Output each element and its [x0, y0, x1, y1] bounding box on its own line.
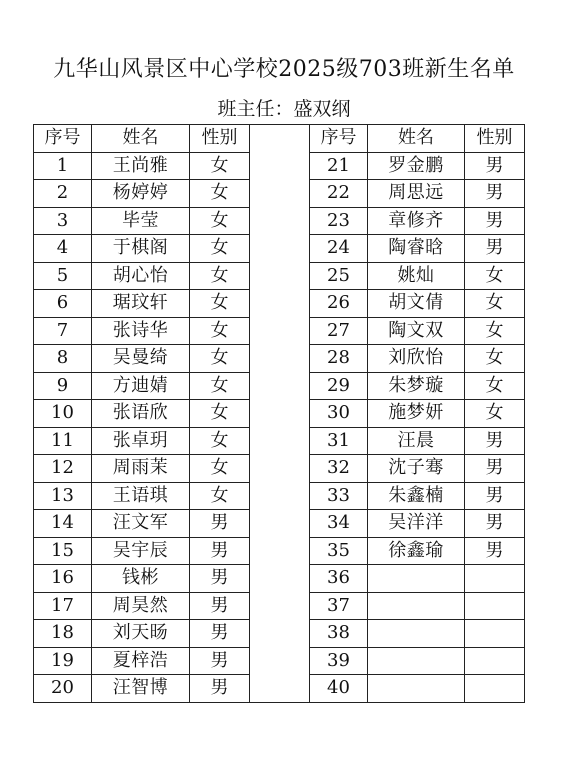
- name-cell: 沈子骞: [368, 455, 465, 483]
- header-name-left: 姓名: [92, 125, 190, 153]
- gender-cell: 女: [190, 455, 250, 483]
- seq-cell: 10: [34, 400, 92, 428]
- name-cell: 朱鑫楠: [368, 482, 465, 510]
- name-cell: 罗金鹏: [368, 152, 465, 180]
- seq-cell: 18: [34, 620, 92, 648]
- name-cell: [368, 565, 465, 593]
- name-cell: 周雨茉: [92, 455, 190, 483]
- seq-cell: 26: [310, 290, 368, 318]
- seq-cell: 17: [34, 592, 92, 620]
- name-cell: 汪智博: [92, 675, 190, 703]
- name-cell: 杨婷婷: [92, 180, 190, 208]
- name-cell: 方迪婧: [92, 372, 190, 400]
- head-teacher: 班主任：盛双纲: [217, 98, 351, 120]
- column-gap: [250, 592, 310, 620]
- name-cell: 于棋阁: [92, 235, 190, 263]
- gender-cell: 男: [465, 510, 525, 538]
- gender-cell: 女: [465, 372, 525, 400]
- seq-cell: 22: [310, 180, 368, 208]
- seq-cell: 14: [34, 510, 92, 538]
- seq-cell: 4: [34, 235, 92, 263]
- gender-cell: 女: [465, 317, 525, 345]
- name-cell: 姚灿: [368, 262, 465, 290]
- column-gap: [250, 455, 310, 483]
- gender-cell: 女: [190, 482, 250, 510]
- name-cell: 周思远: [368, 180, 465, 208]
- column-gap: [250, 400, 310, 428]
- gender-cell: 男: [190, 592, 250, 620]
- seq-cell: 11: [34, 427, 92, 455]
- column-gap: [250, 345, 310, 373]
- table-row: [34, 400, 525, 428]
- name-cell: 琚玟轩: [92, 290, 190, 318]
- header-gender-left: 性别: [190, 125, 250, 153]
- gender-cell: 男: [190, 620, 250, 648]
- seq-cell: 2: [34, 180, 92, 208]
- name-cell: 胡文倩: [368, 290, 465, 318]
- name-cell: 张语欣: [92, 400, 190, 428]
- column-gap: [250, 152, 310, 180]
- name-cell: 徐鑫瑜: [368, 537, 465, 565]
- name-cell: [368, 647, 465, 675]
- gender-cell: 女: [190, 262, 250, 290]
- table-row: [34, 235, 525, 263]
- seq-cell: 16: [34, 565, 92, 593]
- seq-cell: 33: [310, 482, 368, 510]
- name-cell: 胡心怡: [92, 262, 190, 290]
- page-title: 九华山风景区中心学校2025级703班新生名单: [53, 57, 515, 82]
- gender-cell: 女: [190, 290, 250, 318]
- column-gap: [250, 537, 310, 565]
- header-row: [34, 125, 525, 153]
- gender-cell: 女: [465, 262, 525, 290]
- name-cell: 夏梓浩: [92, 647, 190, 675]
- column-gap: [250, 620, 310, 648]
- column-gap: [250, 427, 310, 455]
- name-cell: [368, 620, 465, 648]
- header-seq-left: 序号: [34, 125, 92, 153]
- header-seq-right: 序号: [310, 125, 368, 153]
- name-cell: 朱梦璇: [368, 372, 465, 400]
- seq-cell: 9: [34, 372, 92, 400]
- column-gap: [250, 125, 310, 153]
- gender-cell: 女: [190, 235, 250, 263]
- column-gap: [250, 180, 310, 208]
- gender-cell: 男: [465, 235, 525, 263]
- seq-cell: 1: [34, 152, 92, 180]
- table-row: [34, 290, 525, 318]
- name-cell: 汪晨: [368, 427, 465, 455]
- roster-body: [34, 125, 525, 703]
- gender-cell: 男: [190, 510, 250, 538]
- gender-cell: 女: [190, 317, 250, 345]
- gender-cell: 女: [190, 372, 250, 400]
- name-cell: 吴曼绮: [92, 345, 190, 373]
- table-row: [34, 317, 525, 345]
- name-cell: [368, 592, 465, 620]
- gender-cell: 男: [465, 207, 525, 235]
- gender-cell: [465, 620, 525, 648]
- table-row: [34, 152, 525, 180]
- gender-cell: [465, 647, 525, 675]
- seq-cell: 12: [34, 455, 92, 483]
- gender-cell: 女: [190, 207, 250, 235]
- table-row: [34, 455, 525, 483]
- name-cell: 刘天旸: [92, 620, 190, 648]
- table-row: [34, 207, 525, 235]
- seq-cell: 19: [34, 647, 92, 675]
- table-row: [34, 372, 525, 400]
- seq-cell: 20: [34, 675, 92, 703]
- gender-cell: 男: [190, 647, 250, 675]
- gender-cell: 男: [190, 675, 250, 703]
- seq-cell: 30: [310, 400, 368, 428]
- column-gap: [250, 372, 310, 400]
- gender-cell: 男: [465, 427, 525, 455]
- seq-cell: 36: [310, 565, 368, 593]
- column-gap: [250, 565, 310, 593]
- seq-cell: 40: [310, 675, 368, 703]
- column-gap: [250, 317, 310, 345]
- table-row: [34, 262, 525, 290]
- table-row: [34, 427, 525, 455]
- name-cell: 汪文军: [92, 510, 190, 538]
- name-cell: 钱彬: [92, 565, 190, 593]
- table-row: [34, 592, 525, 620]
- table-row: [34, 565, 525, 593]
- name-cell: 陶文双: [368, 317, 465, 345]
- column-gap: [250, 510, 310, 538]
- column-gap: [250, 482, 310, 510]
- seq-cell: 32: [310, 455, 368, 483]
- table-row: [34, 647, 525, 675]
- gender-cell: [465, 675, 525, 703]
- gender-cell: 男: [465, 152, 525, 180]
- name-cell: 陶睿晗: [368, 235, 465, 263]
- table-row: [34, 675, 525, 703]
- column-gap: [250, 235, 310, 263]
- name-cell: [368, 675, 465, 703]
- gender-cell: 女: [465, 290, 525, 318]
- gender-cell: 男: [465, 455, 525, 483]
- seq-cell: 3: [34, 207, 92, 235]
- column-gap: [250, 207, 310, 235]
- name-cell: 章修齐: [368, 207, 465, 235]
- name-cell: 施梦妍: [368, 400, 465, 428]
- seq-cell: 29: [310, 372, 368, 400]
- table-row: [34, 345, 525, 373]
- gender-cell: [465, 592, 525, 620]
- name-cell: 张卓玥: [92, 427, 190, 455]
- table-row: [34, 482, 525, 510]
- header-name-right: 姓名: [368, 125, 465, 153]
- gender-cell: 男: [190, 537, 250, 565]
- roster-table: [33, 124, 525, 703]
- gender-cell: 女: [465, 345, 525, 373]
- table-row: [34, 180, 525, 208]
- seq-cell: 27: [310, 317, 368, 345]
- seq-cell: 35: [310, 537, 368, 565]
- gender-cell: 女: [190, 427, 250, 455]
- column-gap: [250, 647, 310, 675]
- name-cell: 周昊然: [92, 592, 190, 620]
- header-gender-right: 性别: [465, 125, 525, 153]
- name-cell: 王语琪: [92, 482, 190, 510]
- seq-cell: 38: [310, 620, 368, 648]
- seq-cell: 24: [310, 235, 368, 263]
- seq-cell: 13: [34, 482, 92, 510]
- seq-cell: 28: [310, 345, 368, 373]
- table-row: [34, 537, 525, 565]
- gender-cell: 男: [465, 482, 525, 510]
- name-cell: 张诗华: [92, 317, 190, 345]
- name-cell: 王尚雅: [92, 152, 190, 180]
- seq-cell: 25: [310, 262, 368, 290]
- gender-cell: [465, 565, 525, 593]
- name-cell: 吴宇辰: [92, 537, 190, 565]
- gender-cell: 男: [465, 180, 525, 208]
- column-gap: [250, 675, 310, 703]
- table-row: [34, 620, 525, 648]
- seq-cell: 31: [310, 427, 368, 455]
- seq-cell: 7: [34, 317, 92, 345]
- gender-cell: 女: [190, 400, 250, 428]
- seq-cell: 5: [34, 262, 92, 290]
- seq-cell: 15: [34, 537, 92, 565]
- gender-cell: 男: [465, 537, 525, 565]
- table-row: [34, 510, 525, 538]
- column-gap: [250, 262, 310, 290]
- name-cell: 毕莹: [92, 207, 190, 235]
- name-cell: 吴洋洋: [368, 510, 465, 538]
- gender-cell: 女: [190, 345, 250, 373]
- column-gap: [250, 290, 310, 318]
- gender-cell: 女: [190, 152, 250, 180]
- seq-cell: 23: [310, 207, 368, 235]
- gender-cell: 男: [190, 565, 250, 593]
- seq-cell: 34: [310, 510, 368, 538]
- gender-cell: 女: [190, 180, 250, 208]
- seq-cell: 21: [310, 152, 368, 180]
- gender-cell: 女: [465, 400, 525, 428]
- seq-cell: 39: [310, 647, 368, 675]
- seq-cell: 37: [310, 592, 368, 620]
- name-cell: 刘欣怡: [368, 345, 465, 373]
- seq-cell: 8: [34, 345, 92, 373]
- seq-cell: 6: [34, 290, 92, 318]
